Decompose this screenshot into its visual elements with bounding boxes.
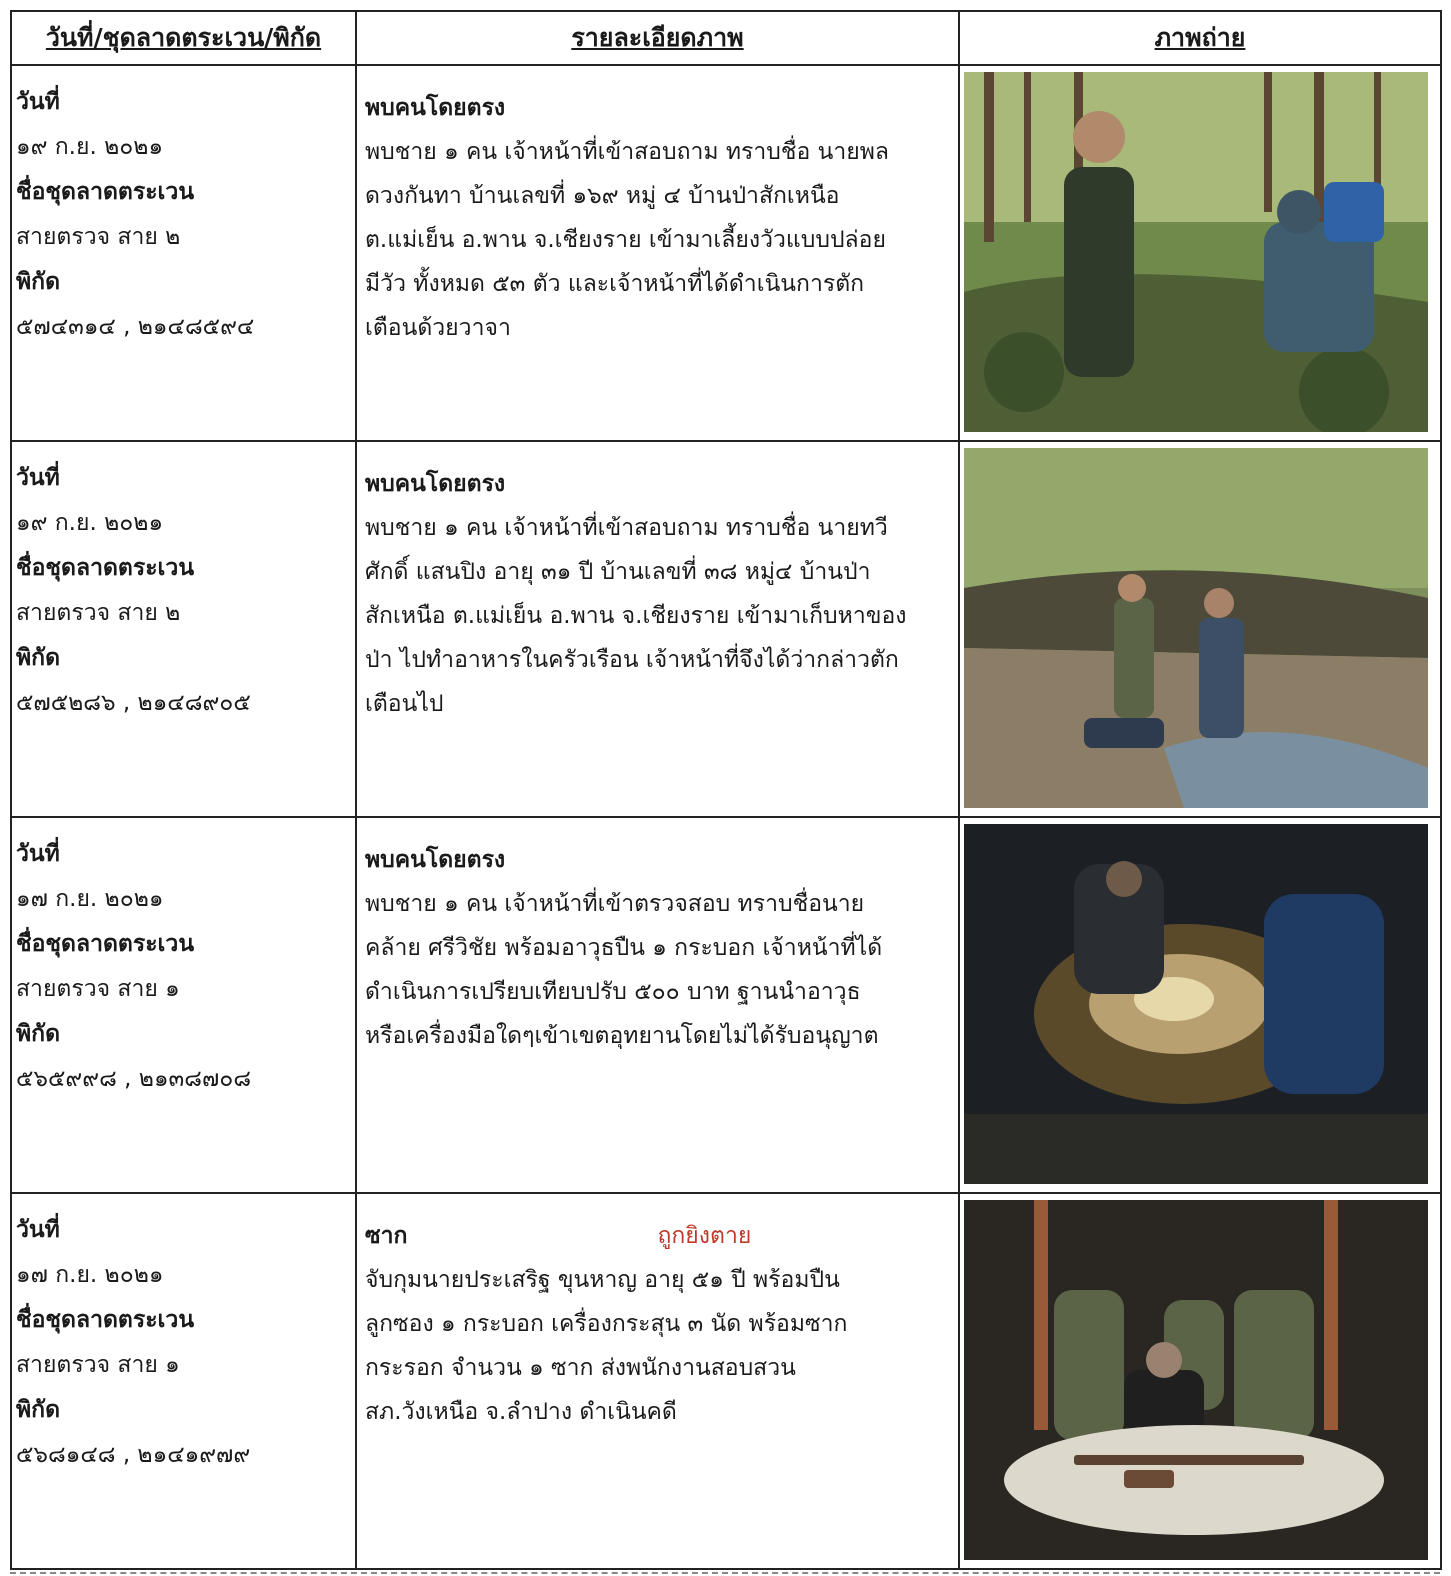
- coord-value: ๕๖๕๙๙๘ , ๒๑๓๘๗๐๘: [16, 1066, 252, 1092]
- description-line: สภ.วังเหนือ จ.ลำปาง ดำเนินคดี: [365, 1399, 677, 1425]
- coord-label: พิกัด: [16, 645, 61, 671]
- team-value: สายตรวจ สาย ๒: [16, 600, 181, 626]
- description-line: ต.แม่เย็น อ.พาน จ.เชียงราย เข้ามาเลี้ยงวัวแบบปล่อย: [365, 227, 886, 253]
- team-value: สายตรวจ สาย ๒: [16, 224, 181, 250]
- info-cell: [11, 65, 356, 441]
- date-label: วันที่: [16, 1217, 60, 1243]
- description-line: เตือนไป: [365, 691, 444, 717]
- date-label: วันที่: [16, 465, 60, 491]
- header-photo: ภาพถ่าย: [959, 11, 1441, 65]
- coord-value: ๕๗๕๒๘๖ , ๒๑๔๘๙๐๕: [16, 690, 251, 716]
- table-row: [11, 441, 1441, 817]
- description-line: หรือเครื่องมือใดๆเข้าเขตอุทยานโดยไม่ได้รับอนุญาต: [365, 1023, 879, 1049]
- description-cell: [356, 441, 959, 817]
- table-header-row: [11, 11, 1441, 65]
- date-label: วันที่: [16, 89, 60, 115]
- team-label: ชื่อชุดลาดตระเวน: [16, 555, 195, 581]
- description-cell: [356, 65, 959, 441]
- coord-value: ๕๖๘๑๔๘ , ๒๑๔๑๙๗๙: [16, 1442, 251, 1468]
- photo-cell: [959, 65, 1441, 441]
- description-line: พบชาย ๑ คน เจ้าหน้าที่เข้าสอบถาม ทราบชื่อ นายพล: [365, 139, 890, 165]
- team-value: สายตรวจ สาย ๑: [16, 1352, 180, 1378]
- patrol-photo-stream: [964, 448, 1428, 808]
- patrol-photo-arrest: [964, 1200, 1428, 1560]
- patrol-photo-forest: [964, 72, 1428, 432]
- coord-value: ๕๗๔๓๑๔ , ๒๑๔๘๕๙๔: [16, 314, 255, 340]
- coord-label: พิกัด: [16, 269, 61, 295]
- description-line: คล้าย ศรีวิชัย พร้อมอาวุธปืน ๑ กระบอก เจ้าหน้าที่ได้: [365, 935, 883, 961]
- page: [10, 10, 1440, 1576]
- photo-cell: [959, 817, 1441, 1193]
- header-date-team-coord: วันที่/ชุดลาดตระเวน/พิกัด: [11, 11, 356, 65]
- date-value: ๑๗ ก.ย. ๒๐๒๑: [16, 886, 164, 912]
- info-cell: [11, 441, 356, 817]
- description-title: พบคนโดยตรง: [365, 95, 506, 121]
- description-line: เตือนด้วยวาจา: [365, 315, 511, 341]
- description-title: พบคนโดยตรง: [365, 847, 506, 873]
- description-line: พบชาย ๑ คน เจ้าหน้าที่เข้าตรวจสอบ ทราบชื่อนาย: [365, 891, 865, 917]
- status-note: ถูกยิงตาย: [657, 1223, 752, 1249]
- table-row: [11, 65, 1441, 441]
- description-line: พบชาย ๑ คน เจ้าหน้าที่เข้าสอบถาม ทราบชื่อ นายทวี: [365, 515, 888, 541]
- bottom-cut-line: [10, 1572, 1440, 1574]
- description-line: ดวงกันทา บ้านเลขที่ ๑๖๙ หมู่ ๔ บ้านป่าสักเหนือ: [365, 183, 840, 209]
- date-value: ๑๗ ก.ย. ๒๐๒๑: [16, 1262, 164, 1288]
- date-value: ๑๙ ก.ย. ๒๐๒๑: [16, 510, 164, 536]
- table-row: [11, 817, 1441, 1193]
- team-label: ชื่อชุดลาดตระเวน: [16, 931, 195, 957]
- header-description: รายละเอียดภาพ: [356, 11, 959, 65]
- description-title: พบคนโดยตรง: [365, 471, 506, 497]
- description-line: ลูกซอง ๑ กระบอก เครื่องกระสุน ๓ นัด พร้อมซาก: [365, 1311, 848, 1337]
- photo-cell: [959, 1193, 1441, 1569]
- team-value: สายตรวจ สาย ๑: [16, 976, 180, 1002]
- description-line: ป่า ไปทำอาหารในครัวเรือน เจ้าหน้าที่จึงได้ว่ากล่าวตัก: [365, 647, 899, 673]
- team-label: ชื่อชุดลาดตระเวน: [16, 179, 195, 205]
- info-cell: [11, 817, 356, 1193]
- description-line: ดำเนินการเปรียบเทียบปรับ ๕๐๐ บาท ฐานนำอาวุธ: [365, 979, 861, 1005]
- patrol-report-table: [10, 10, 1442, 1570]
- date-label: วันที่: [16, 841, 60, 867]
- info-cell: [11, 1193, 356, 1569]
- description-line: กระรอก จำนวน ๑ ซาก ส่งพนักงานสอบสวน: [365, 1355, 796, 1381]
- coord-label: พิกัด: [16, 1021, 61, 1047]
- description-cell: [356, 1193, 959, 1569]
- description-title: ซาก: [365, 1223, 408, 1249]
- description-line: ศักดิ์ แสนปิง อายุ ๓๑ ปี บ้านเลขที่ ๓๘ หมู่๔ บ้านป่า: [365, 559, 871, 585]
- patrol-photo-night: [964, 824, 1428, 1184]
- team-label: ชื่อชุดลาดตระเวน: [16, 1307, 195, 1333]
- description-line: จับกุมนายประเสริฐ ขุนหาญ อายุ ๕๑ ปี พร้อมปืน: [365, 1267, 840, 1293]
- description-cell: [356, 817, 959, 1193]
- date-value: ๑๙ ก.ย. ๒๐๒๑: [16, 134, 164, 160]
- coord-label: พิกัด: [16, 1397, 61, 1423]
- description-line: สักเหนือ ต.แม่เย็น อ.พาน จ.เชียงราย เข้ามาเก็บหาของ: [365, 603, 907, 629]
- description-line: มีวัว ทั้งหมด ๕๓ ตัว และเจ้าหน้าที่ได้ดำเนินการตัก: [365, 271, 865, 297]
- photo-cell: [959, 441, 1441, 817]
- table-row: [11, 1193, 1441, 1569]
